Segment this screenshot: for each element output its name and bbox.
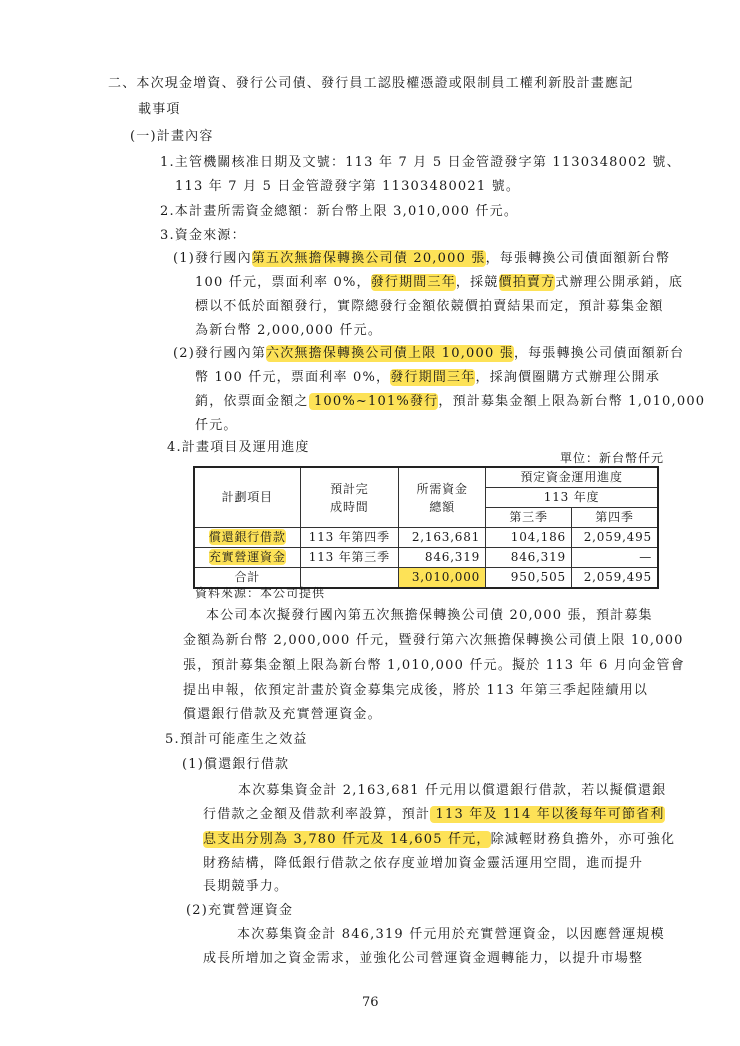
benefit-1-line-3: 息支出分別為 3,780 仟元及 14,605 仟元，除減輕財務負擔外，亦可強化 [203, 832, 676, 847]
benefit-1-title: (1)償還銀行借款 [182, 757, 290, 772]
row-item: 償還銀行借款 [208, 530, 286, 544]
table-unit: 單位：新台幣仟元 [560, 451, 665, 465]
approval-line-2: 113 年 7 月 5 日金管證發字第 11303480021 號。 [175, 179, 521, 194]
highlight: 發行期間三年 [390, 370, 476, 385]
source-1-line-4: 為新台幣 2,000,000 仟元。 [195, 323, 383, 338]
highlight: 第五次無擔保轉換公司債 20,000 張 [251, 251, 486, 266]
header-progress: 預定資金運用進度 [486, 467, 658, 488]
highlight: 息支出分別為 3,780 仟元及 14,605 仟元， [203, 832, 491, 847]
header-total: 所需資金 總額 [399, 467, 486, 528]
header-q3: 第三季 [486, 508, 572, 528]
highlight: 100%~101%發行 [308, 394, 439, 409]
grand-total: 3,010,000 [399, 568, 486, 589]
fund-source-title: 3.資金來源： [160, 228, 246, 243]
subsection-title: (一)計畫內容 [130, 129, 214, 144]
table-source: 資料來源：本公司提供 [195, 586, 326, 600]
para-line-3: 張，預計募集金額上限為新台幣 1,010,000 仟元。擬於 113 年 6 月向金管會 [183, 658, 685, 673]
benefit-2-title: (2)充實營運資金 [186, 903, 294, 918]
highlight: 113 年及 114 年以後每年可節省利 [430, 807, 665, 822]
source-1-line-2: 100 仟元，票面利率 0%，發行期間三年，採競價拍賣方式辦理公開承銷，底 [195, 275, 684, 290]
source-1-line-1: (1)發行國內第五次無擔保轉換公司債 20,000 張，每張轉換公司債面額新台幣 [173, 251, 671, 266]
para-line-1: 本公司本次擬發行國內第五次無擔保轉換公司債 20,000 張，預計募集 [206, 608, 653, 623]
row-item: 充實營運資金 [208, 550, 286, 564]
source-2-line-1: (2)發行國內第六次無擔保轉換公司債上限 10,000 張，每張轉換公司債面額新台 [173, 346, 685, 361]
highlight: 價拍賣方 [498, 275, 556, 290]
plan-items-title: 4.計畫項目及運用進度 [167, 440, 310, 455]
source-2-line-4: 仟元。 [195, 418, 238, 433]
benefit-2-line-2: 成長所增加之資金需求，並強化公司營運資金週轉能力，以提升市場整 [203, 951, 644, 966]
header-item: 計劃項目 [194, 467, 300, 528]
approval-line-1: 1.主管機關核准日期及文號：113 年 7 月 5 日金管證發字第 1130348002 號、 [160, 155, 681, 170]
header-year: 113 年度 [486, 488, 658, 508]
source-1-line-3: 標以不低於面額發行，實際總發行金額依競價拍賣結果而定，預計募集金額 [195, 299, 664, 314]
benefits-title: 5.預計可能產生之效益 [165, 732, 308, 747]
highlight: 發行期間三年 [370, 275, 456, 290]
highlight: 六次無擔保轉換公司債上限 10,000 張 [266, 346, 514, 361]
para-line-4: 提出申報，依預定計畫於資金募集完成後，將於 113 年第三季起陸續用以 [183, 683, 649, 698]
section-heading-cont: 載事項 [138, 102, 181, 117]
table-total-row: 合計 3,010,000 950,505 2,059,495 [194, 568, 658, 589]
table-row: 償還銀行借款 113 年第四季 2,163,681 104,186 2,059,495 [194, 528, 658, 548]
para-line-2: 金額為新台幣 2,000,000 仟元，暨發行第六次無擔保轉換公司債上限 10,000 [183, 633, 684, 648]
benefit-1-line-5: 長期競爭力。 [203, 879, 289, 894]
benefit-1-line-2: 行借款之金額及借款利率設算，預計 113 年及 114 年以後每年可節省利 [203, 807, 665, 822]
benefit-2-line-1: 本次募集資金計 846,319 仟元用於充實營運資金，以因應營運規模 [237, 927, 665, 942]
benefit-1-line-1: 本次募集資金計 2,163,681 仟元用以償還銀行借款，若以擬償還銀 [238, 783, 667, 798]
source-2-line-3: 銷，依票面金額之 100%~101%發行，預計募集金額上限為新台幣 1,010,000 [195, 394, 706, 409]
header-completion: 預計完 成時間 [300, 467, 399, 528]
total-fund-line: 2.本計畫所需資金總額：新台幣上限 3,010,000 仟元。 [160, 204, 519, 219]
header-q4: 第四季 [572, 508, 659, 528]
page-number: 76 [362, 995, 379, 1010]
benefit-1-line-4: 財務結構，降低銀行借款之依存度並增加資金靈活運用空間，進而提升 [203, 856, 644, 871]
source-2-line-2: 幣 100 仟元，票面利率 0%，發行期間三年，採詢價圈購方式辦理公開承 [195, 370, 661, 385]
fund-plan-table [193, 466, 659, 589]
section-heading: 二、本次現金增資、發行公司債、發行員工認股權憑證或限制員工權利新股計畫應記 [108, 76, 634, 91]
para-line-5: 償還銀行借款及充實營運資金。 [183, 707, 382, 722]
table-row: 充實營運資金 113 年第三季 846,319 846,319 — [194, 548, 658, 568]
